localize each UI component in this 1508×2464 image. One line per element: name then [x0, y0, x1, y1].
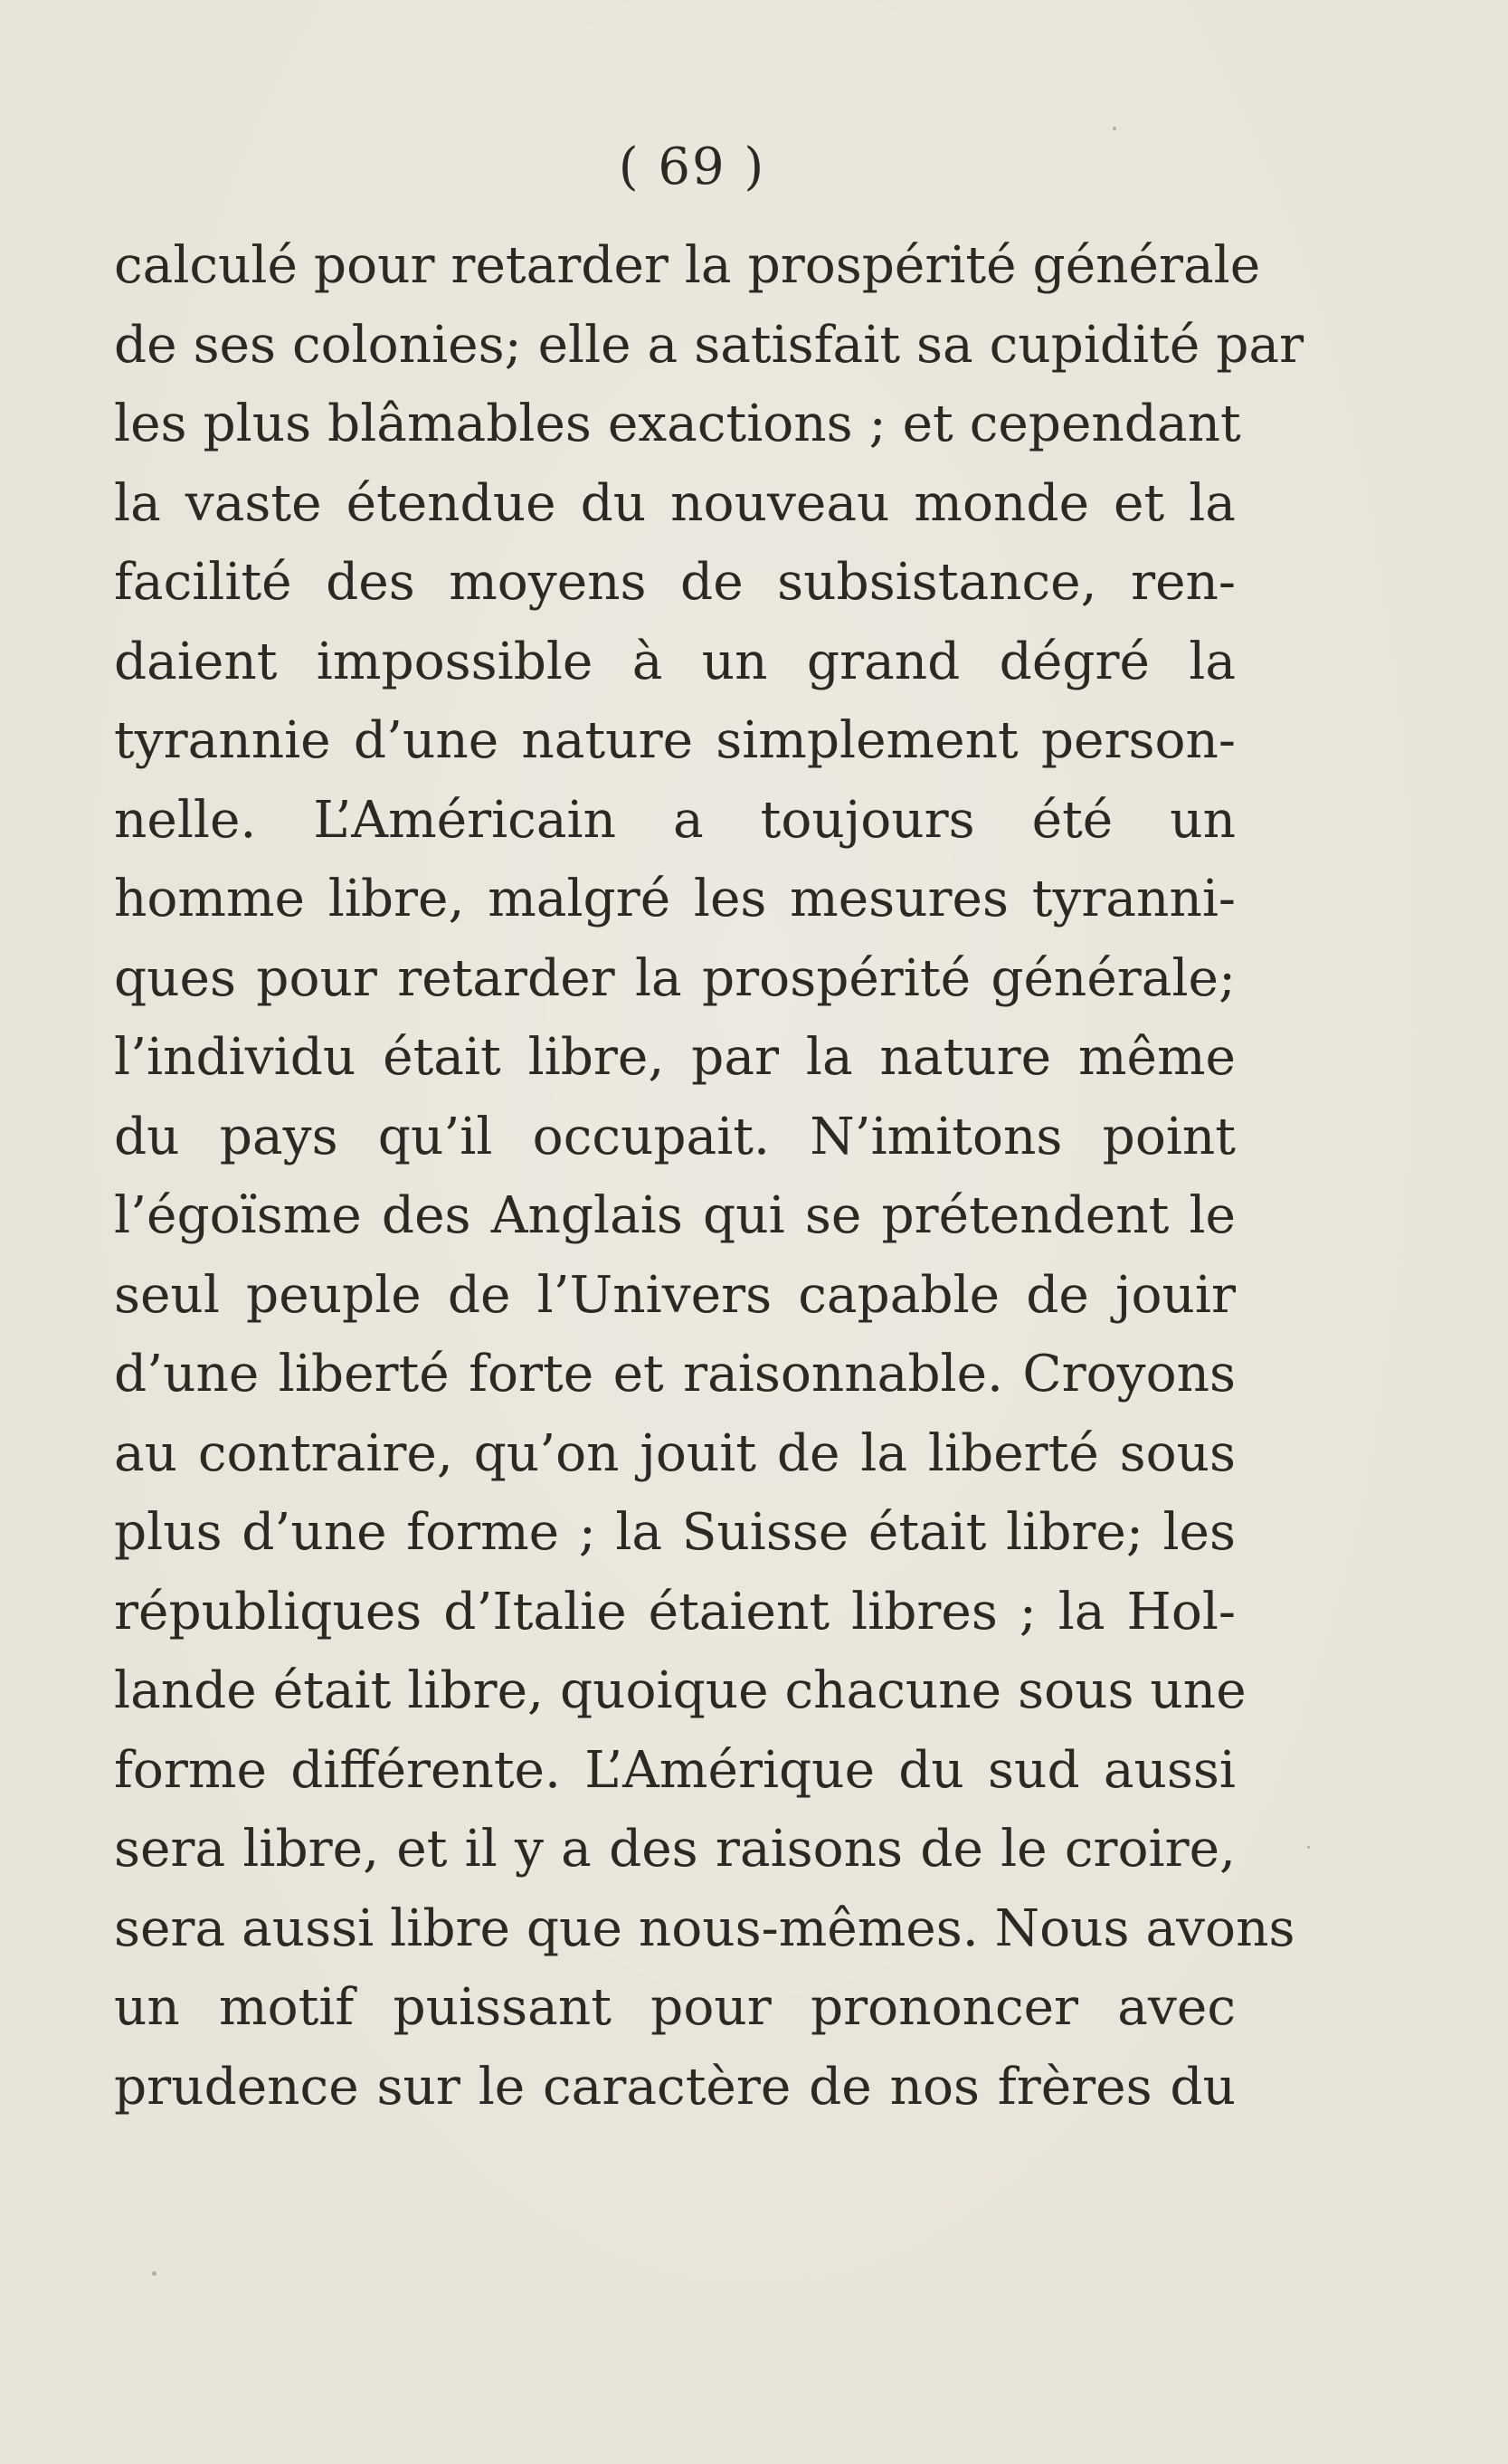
text-line: plus d’une forme ; la Suisse était libre; les: [114, 1503, 1236, 1562]
text-line: prudence sur le caractère de nos frères du: [114, 2057, 1236, 2117]
text-line: d’une liberté forte et raisonnable. Croyons: [114, 1345, 1236, 1403]
paper-speck: [152, 2271, 156, 2276]
text-line: du pays qu’il occupait. N’imitons point: [114, 1107, 1236, 1166]
text-line: les plus blâmables exactions ; et cependant: [114, 395, 1241, 453]
text-line: l’individu était libre, par la nature même: [114, 1028, 1236, 1087]
body-text: [114, 226, 1304, 2126]
text-line: lande était libre, quoique chacune sous une: [114, 1661, 1247, 1720]
text-line: sera libre, et il y a des raisons de le croire,: [114, 1820, 1236, 1879]
text-line: un motif puissant pour prononcer avec: [114, 1978, 1236, 2037]
text-line: daient impossible à un grand dégré la: [114, 632, 1236, 691]
text-line: l’égoïsme des Anglais qui se prétendent le: [114, 1186, 1236, 1245]
text-line: facilité des moyens de subsistance, ren-: [114, 553, 1236, 612]
paper-speck: [1113, 127, 1116, 130]
text-line: tyrannie d’une nature simplement person-: [114, 711, 1236, 770]
page-number: ( 69 ): [618, 138, 766, 196]
text-line: républiques d’Italie étaient libres ; la Hol-: [114, 1582, 1236, 1641]
text-line: calculé pour retarder la prospérité générale: [114, 236, 1261, 295]
text-line: ques pour retarder la prospérité générale;: [114, 948, 1236, 1008]
text-line: de ses colonies; elle a satisfait sa cupidité par: [114, 315, 1304, 375]
text-line: forme différente. L’Amérique du sud aussi: [114, 1740, 1236, 1800]
text-line: sera aussi libre que nous-mêmes. Nous avons: [114, 1898, 1295, 1958]
text-line: la vaste étendue du nouveau monde et la: [114, 473, 1236, 533]
text-line: seul peuple de l’Univers capable de jouir: [114, 1265, 1236, 1325]
paper-speck: [1307, 1846, 1310, 1849]
text-line: nelle. L’Américain a toujours été un: [114, 790, 1236, 850]
text-line: au contraire, qu’on jouit de la liberté sous: [114, 1423, 1236, 1483]
text-line: homme libre, malgré les mesures tyranni-: [114, 870, 1236, 928]
